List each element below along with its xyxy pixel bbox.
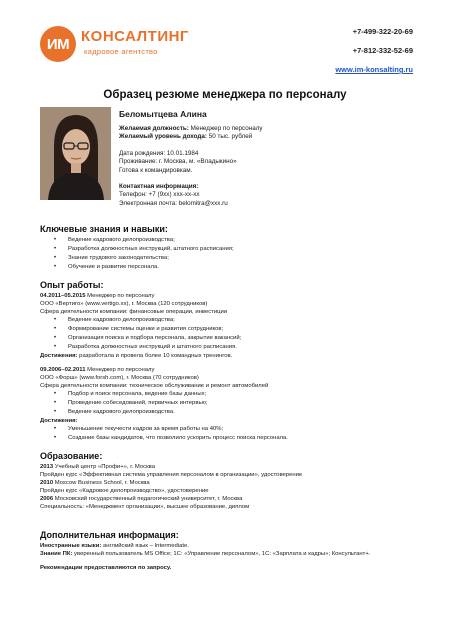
education-year: 2010	[40, 480, 54, 487]
list-item: • Знание трудового законодательства;	[40, 254, 420, 263]
list-item: • Проведение собеседований, первичных интервью;	[40, 399, 420, 408]
education-text: Пройден курс «Эффективная система управления персоналом в организации», удостоверение	[40, 472, 303, 479]
education-year: 2013	[40, 464, 54, 470]
contacts-heading	[119, 183, 419, 191]
birth-date: Дата рождения: 10.01.1984	[119, 149, 199, 157]
education-text: Московский государственный педагогический университет, г. Москва	[53, 496, 243, 503]
additional-heading: Дополнительная информация:	[40, 530, 179, 540]
achievements-value: разработала и провела более 10 командных тренингов.	[77, 352, 233, 359]
company-logo[interactable]	[40, 26, 190, 62]
job2-period: 09.2006–02.2011	[40, 367, 86, 373]
phone-spb: +7-812-332-52-69	[352, 46, 413, 55]
achievements-label: Достижения:	[40, 352, 78, 359]
list-item: • Разработка должностных инструкций, штатного расписания;	[40, 245, 420, 254]
education-text: Учебный центр «Профи+», г. Москва	[53, 464, 156, 470]
pc-value: уверенный пользователь MS Office; 1С: «Управление персоналом», 1С: «Зарплата и кадры»; Консультант+.	[72, 551, 371, 558]
additional-section	[40, 530, 420, 572]
experience-heading: Опыт работы:	[40, 280, 104, 290]
job2-role: Менеджер по персоналу	[85, 367, 155, 373]
experience-section	[40, 280, 420, 443]
candidate-email[interactable]: Электронная почта: belomitra@xxx.ru	[119, 199, 228, 207]
education-line	[40, 495, 420, 503]
page-title: Образец резюме менеджера по персоналу	[103, 89, 347, 101]
pc-label: Знание ПК:	[40, 551, 73, 558]
candidate-photo	[40, 107, 111, 200]
personal-info	[119, 109, 419, 208]
list-item: • Подбор и поиск персонала, ведение базы данных;	[40, 390, 420, 399]
job2-title	[40, 366, 420, 374]
list-item: • Уменьшение текучести кадров за время работы на 40%;	[40, 425, 420, 434]
residence: Проживание: г. Москва, м. «Владыкино»	[119, 158, 237, 166]
phone-moscow: +7-499-322-20-69	[352, 27, 413, 36]
list-item: • Организация поиска и подбора персонала, закрытие вакансий;	[40, 334, 420, 343]
job2-achievements-heading	[40, 417, 420, 425]
education-line	[40, 503, 420, 511]
skills-section	[40, 224, 420, 272]
list-item: • Ведение кадрового делопроизводства.	[40, 408, 420, 417]
contacts-label: Контактная информация:	[119, 183, 199, 191]
candidate-phone: Телефон: +7 (9хх) ххх-хх-хх	[119, 191, 200, 199]
job1-title	[40, 292, 420, 300]
job1-company: ООО «Вертиго» (www.vertigo.xx), г. Москва (120 сотрудников)	[40, 301, 208, 308]
desired-income	[119, 133, 419, 141]
languages	[40, 542, 420, 550]
education-line	[40, 487, 420, 495]
job1-role: Менеджер по персоналу	[85, 293, 155, 299]
references-text: Рекомендации предоставляются по запросу.	[40, 565, 172, 572]
job2-company: ООО «Форш» (www.forsh.com), г. Москва (70 сотрудников)	[40, 375, 199, 382]
list-item: • Формирование системы оценки и развития сотрудников;	[40, 325, 420, 334]
job1-achievements	[40, 352, 420, 360]
list-item: • Ведение кадрового делопроизводства;	[40, 236, 420, 245]
education-line	[40, 479, 420, 487]
travel-readiness: Готова к командировкам.	[119, 166, 193, 174]
pc-skills	[40, 550, 420, 558]
income-value: 50 тыс. рублей	[207, 133, 253, 141]
logo-tagline: кадровое агентство	[84, 47, 158, 56]
education-heading: Образование:	[40, 451, 103, 461]
list-item: • Создание базы кандидатов, что позволило ускорить процесс поиска персонала.	[40, 434, 420, 443]
position-label: Желаемая должность:	[119, 125, 189, 132]
list-item: • Ведение кадрового делопроизводства;	[40, 316, 420, 325]
logo-emblem: ИМ	[40, 26, 76, 62]
education-line	[40, 471, 420, 479]
languages-value: английский язык – Intermediate.	[101, 543, 189, 549]
logo-name: КОНСАЛТИНГ	[81, 28, 189, 45]
job1-sphere: Сфера деятельности компании: финансовые операции, инвестиции	[40, 309, 228, 316]
education-section	[40, 451, 420, 512]
website-link[interactable]: www.im-konsalting.ru	[335, 65, 413, 74]
candidate-name: Беломытцева Алина	[119, 109, 207, 119]
job1-period: 04.2011–05.2015	[40, 293, 86, 299]
list-item: • Обучение и развитие персонала.	[40, 263, 420, 272]
references	[40, 564, 420, 572]
education-text: Moscow Business School, г. Москва	[53, 480, 150, 487]
education-text: Специальность: «Менеджмент организации», высшее образование, диплом	[40, 504, 250, 511]
job2-sphere: Сфера деятельности компании: техническое обслуживание и ремонт автомобилей	[40, 383, 269, 390]
achievements-label: Достижения:	[40, 418, 78, 424]
header-contacts	[335, 27, 413, 84]
position-value: Менеджер по персоналу	[188, 125, 263, 132]
education-line	[40, 463, 420, 471]
languages-label: Иностранные языки:	[40, 543, 102, 549]
education-year: 2006	[40, 496, 54, 503]
income-label: Желаемый уровень дохода:	[119, 133, 207, 141]
skills-heading: Ключевые знания и навыки:	[40, 224, 168, 234]
list-item: • Разработка должностных инструкций и штатного расписания.	[40, 343, 420, 352]
education-text: Пройден курс «Кадровое делопроизводство», удостоверение	[40, 488, 209, 495]
